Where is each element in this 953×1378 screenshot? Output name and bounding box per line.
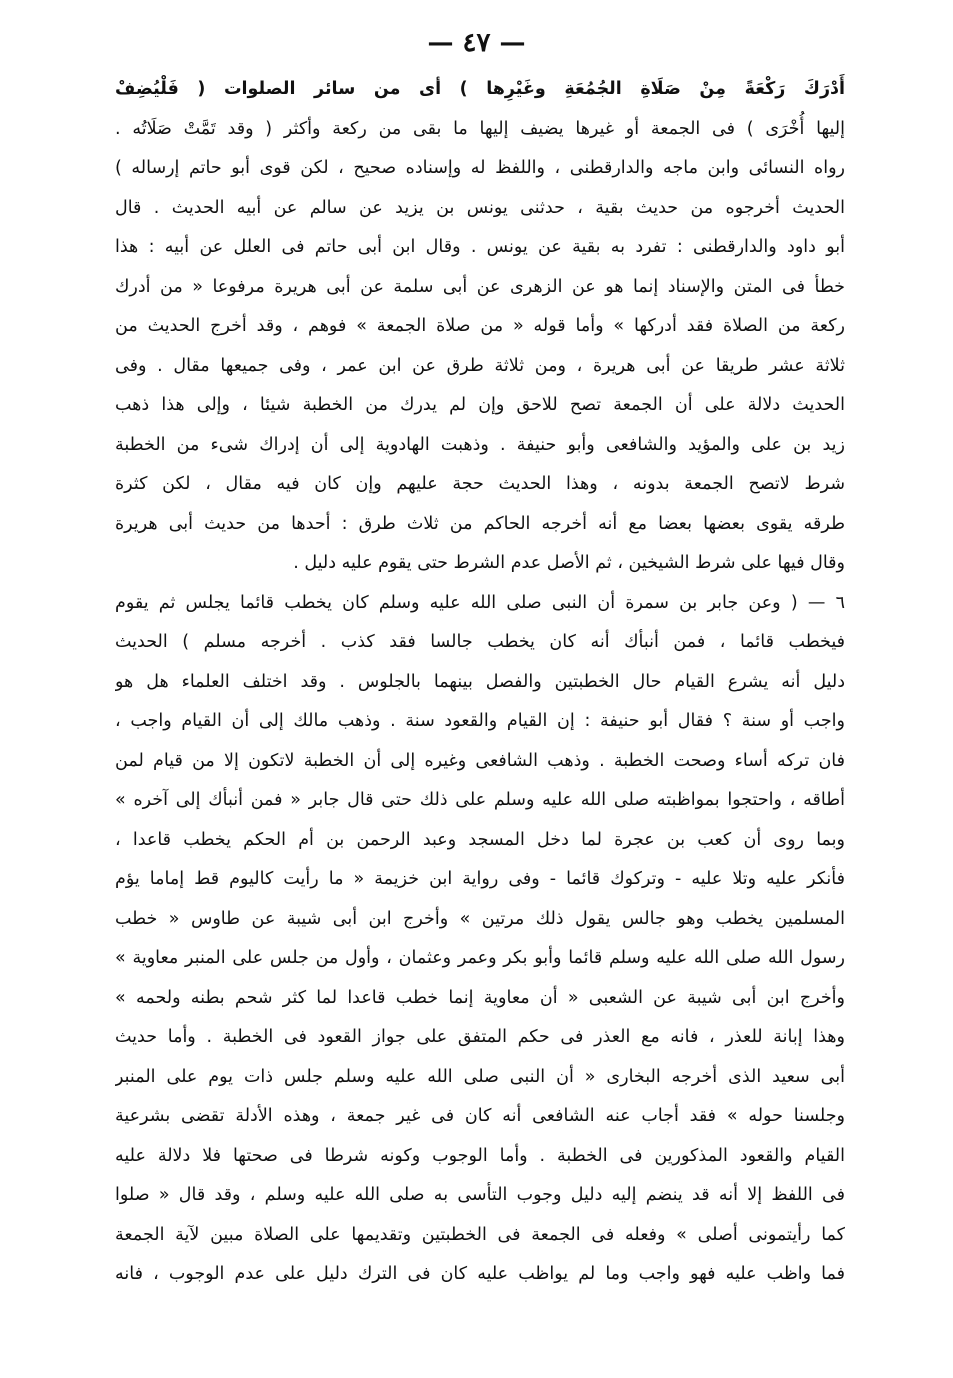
text-line: زيد بن على والمؤيد والشافعى وأبو حنيفة . وذهبت الهادوية إلى أن إدراك شىء من الخطبة [115,434,845,455]
text-line: واجب أو سنة ؟ فقال أبو حنيفة : إن القيام والقعود سنة . وذهب مالك إلى أن القيام واجب ، [115,711,845,731]
text-line: الحديث أخرجوه من حديث بقية ، حدثنى يونس بن يزيد عن سالم عن أبيه الحديث . قال [115,197,845,218]
text-line: أطاقه ، واحتجوا بمواظبته صلى الله عليه وسلم على ذلك حتى قال جابر « فمن أنبأك إلى آخره » [115,790,845,810]
text-line: القيام والقعود المذكورين فى الخطبة . وأما الوجوب وكونه شرطا فى صحتها فلا دلالة عليه [115,1145,845,1166]
text-line: فأنكر عليه وتلا عليه - وتركوك قائما - وفى رواية ابن خزيمة « ما رأيت كاليوم قط إماما يؤم [115,869,845,889]
page-number: — ٤٧ — [427,28,526,58]
text-line: ثلاثة عشر طريقا عن أبى هريرة ، ومن ثلاثة طرق عن ابن عمر ، وفى جميعها مقال . وفى [115,355,845,376]
text-line: وهذا إبانة للعذر ، فانه مع العذر فى حكم المتفق على جواز القعود فى الخطبة . وأما حديث [115,1027,845,1047]
body-text [115,70,845,1295]
text-line: إليها أُخْرَى ) فى الجمعة أو غيرها يضيف إليها ما بقى من ركعة وأكثر ( وقد تَمَّتْ صَلَاتُه . [115,118,845,139]
text-line: ركعة من الصلاة فقد أدركها » وأما قوله « من صلاة الجمعة » فوهم ، وقد أخرج الحديث من [115,316,845,336]
text-line: المسلمين يخطب وهو جالس يقول ذلك مرتين » وأخرج ابن أبى شيبة عن طاوس « خطب [115,908,845,929]
text-line: وجلسنا حوله » فقد أجاب عنه الشافعى أنه كان فى غير جمعة ، وهذه الأدلة تقضى بشرعية [115,1106,845,1126]
text-line: رواه النسائى وابن ماجه والدارقطنى ، واللفظ له وإسناده صحيح ، لكن قوى أبو حاتم إرساله ) [115,158,845,178]
text-line: دليل أنه يشرع القيام حال الخطبتين والفصل بينهما بالجلوس . وقد اختلف العلماء هل هو [115,671,845,692]
text-line: طرقه يقوى بعضها بعضا مع أنه أخرجه الحاكم من ثلاث طرق : أحدها من حديث أبى هريرة [115,513,845,534]
text-line: ٦ — ( وعن جابر بن سمرة أن النبى صلى الله عليه وسلم كان يخطب قائما يجلس ثم يقوم [115,592,845,613]
text-line: فما واظب عليه فهو واجب وما لم يواظب عليه كان فى الترك دليل على عدم الوجوب ، فانه [115,1264,845,1284]
text-line: أبو داود والدارقطنى : تفرد به بقية عن يونس . وقال ابن أبى حاتم فى العلل عن أبيه : هذا [115,237,845,257]
text-line: فى اللفظ إلا أنه قد ينضم إليه دليل وجوب التأسى به صلى الله عليه وسلم ، وقد قال « صلوا [115,1185,845,1205]
text-line: كما رأيتمونى أصلى » وفعله فى الجمعة فى الخطبتين وتقديمها على الصلاة مبين لآية الجمعة [115,1224,845,1245]
text-line: شرط لاتصح الجمعة بدونه ، وهذا الحديث حجة عليهم وإن كان فيه مقال ، لكن كثرة [115,474,845,494]
text-line: الحديث دلالة على أن الجمعة تصح للاحق وإن لم يدرك من الخطبة شيئا ، وإلى هذا ذهب [115,395,845,415]
text-line: أبى سعيد الذى أخرجه البخارى « أن النبى صلى الله عليه وسلم جلس ذات يوم على المنبر [115,1066,845,1087]
text-line: أَدْرَكَ رَكْعَةً مِنْ صَلَاةِ الجُمُعَةِ وغَيْرِها ) أى من سائر الصلوات ( فَلْيُضِفْ [115,79,845,99]
text-line: رسول الله صلى الله عليه وسلم قائما وأبو بكر وعمر وعثمان ، وأول من جلس على المنبر معاوية » [115,948,845,968]
text-line: وبما روى أن كعب بن عجرة لما دخل المسجد وعبد الرحمن بن أم الحكم يخطب قاعدا ، [115,829,845,850]
text-line: فيخطب قائما ، فمن أنبأك أنه كان يخطب جالسا فقد كذب . أخرجه مسلم ) الحديث [115,632,845,652]
text-line: فان تركه أساء وصحت الخطبة . وذهب الشافعى وغيره إلى أن الخطبة لاتكون إلا من قيام لمن [115,750,845,771]
text-line: خطأ فى المتن والإسناد إنما هو عن الزهرى عن أبى سلمة عن أبى هريرة مرفوعا « من أدرك [115,276,845,297]
text-line: وقال فيها على شرط الشيخين ، ثم الأصل عدم الشرط حتى يقوم عليه دليل . [293,553,845,573]
text-line: وأخرج ابن أبى شيبة عن الشعبى « أن معاوية إنما خطب قاعدا لما كثر شحم بطنه ولحمه » [115,987,845,1008]
